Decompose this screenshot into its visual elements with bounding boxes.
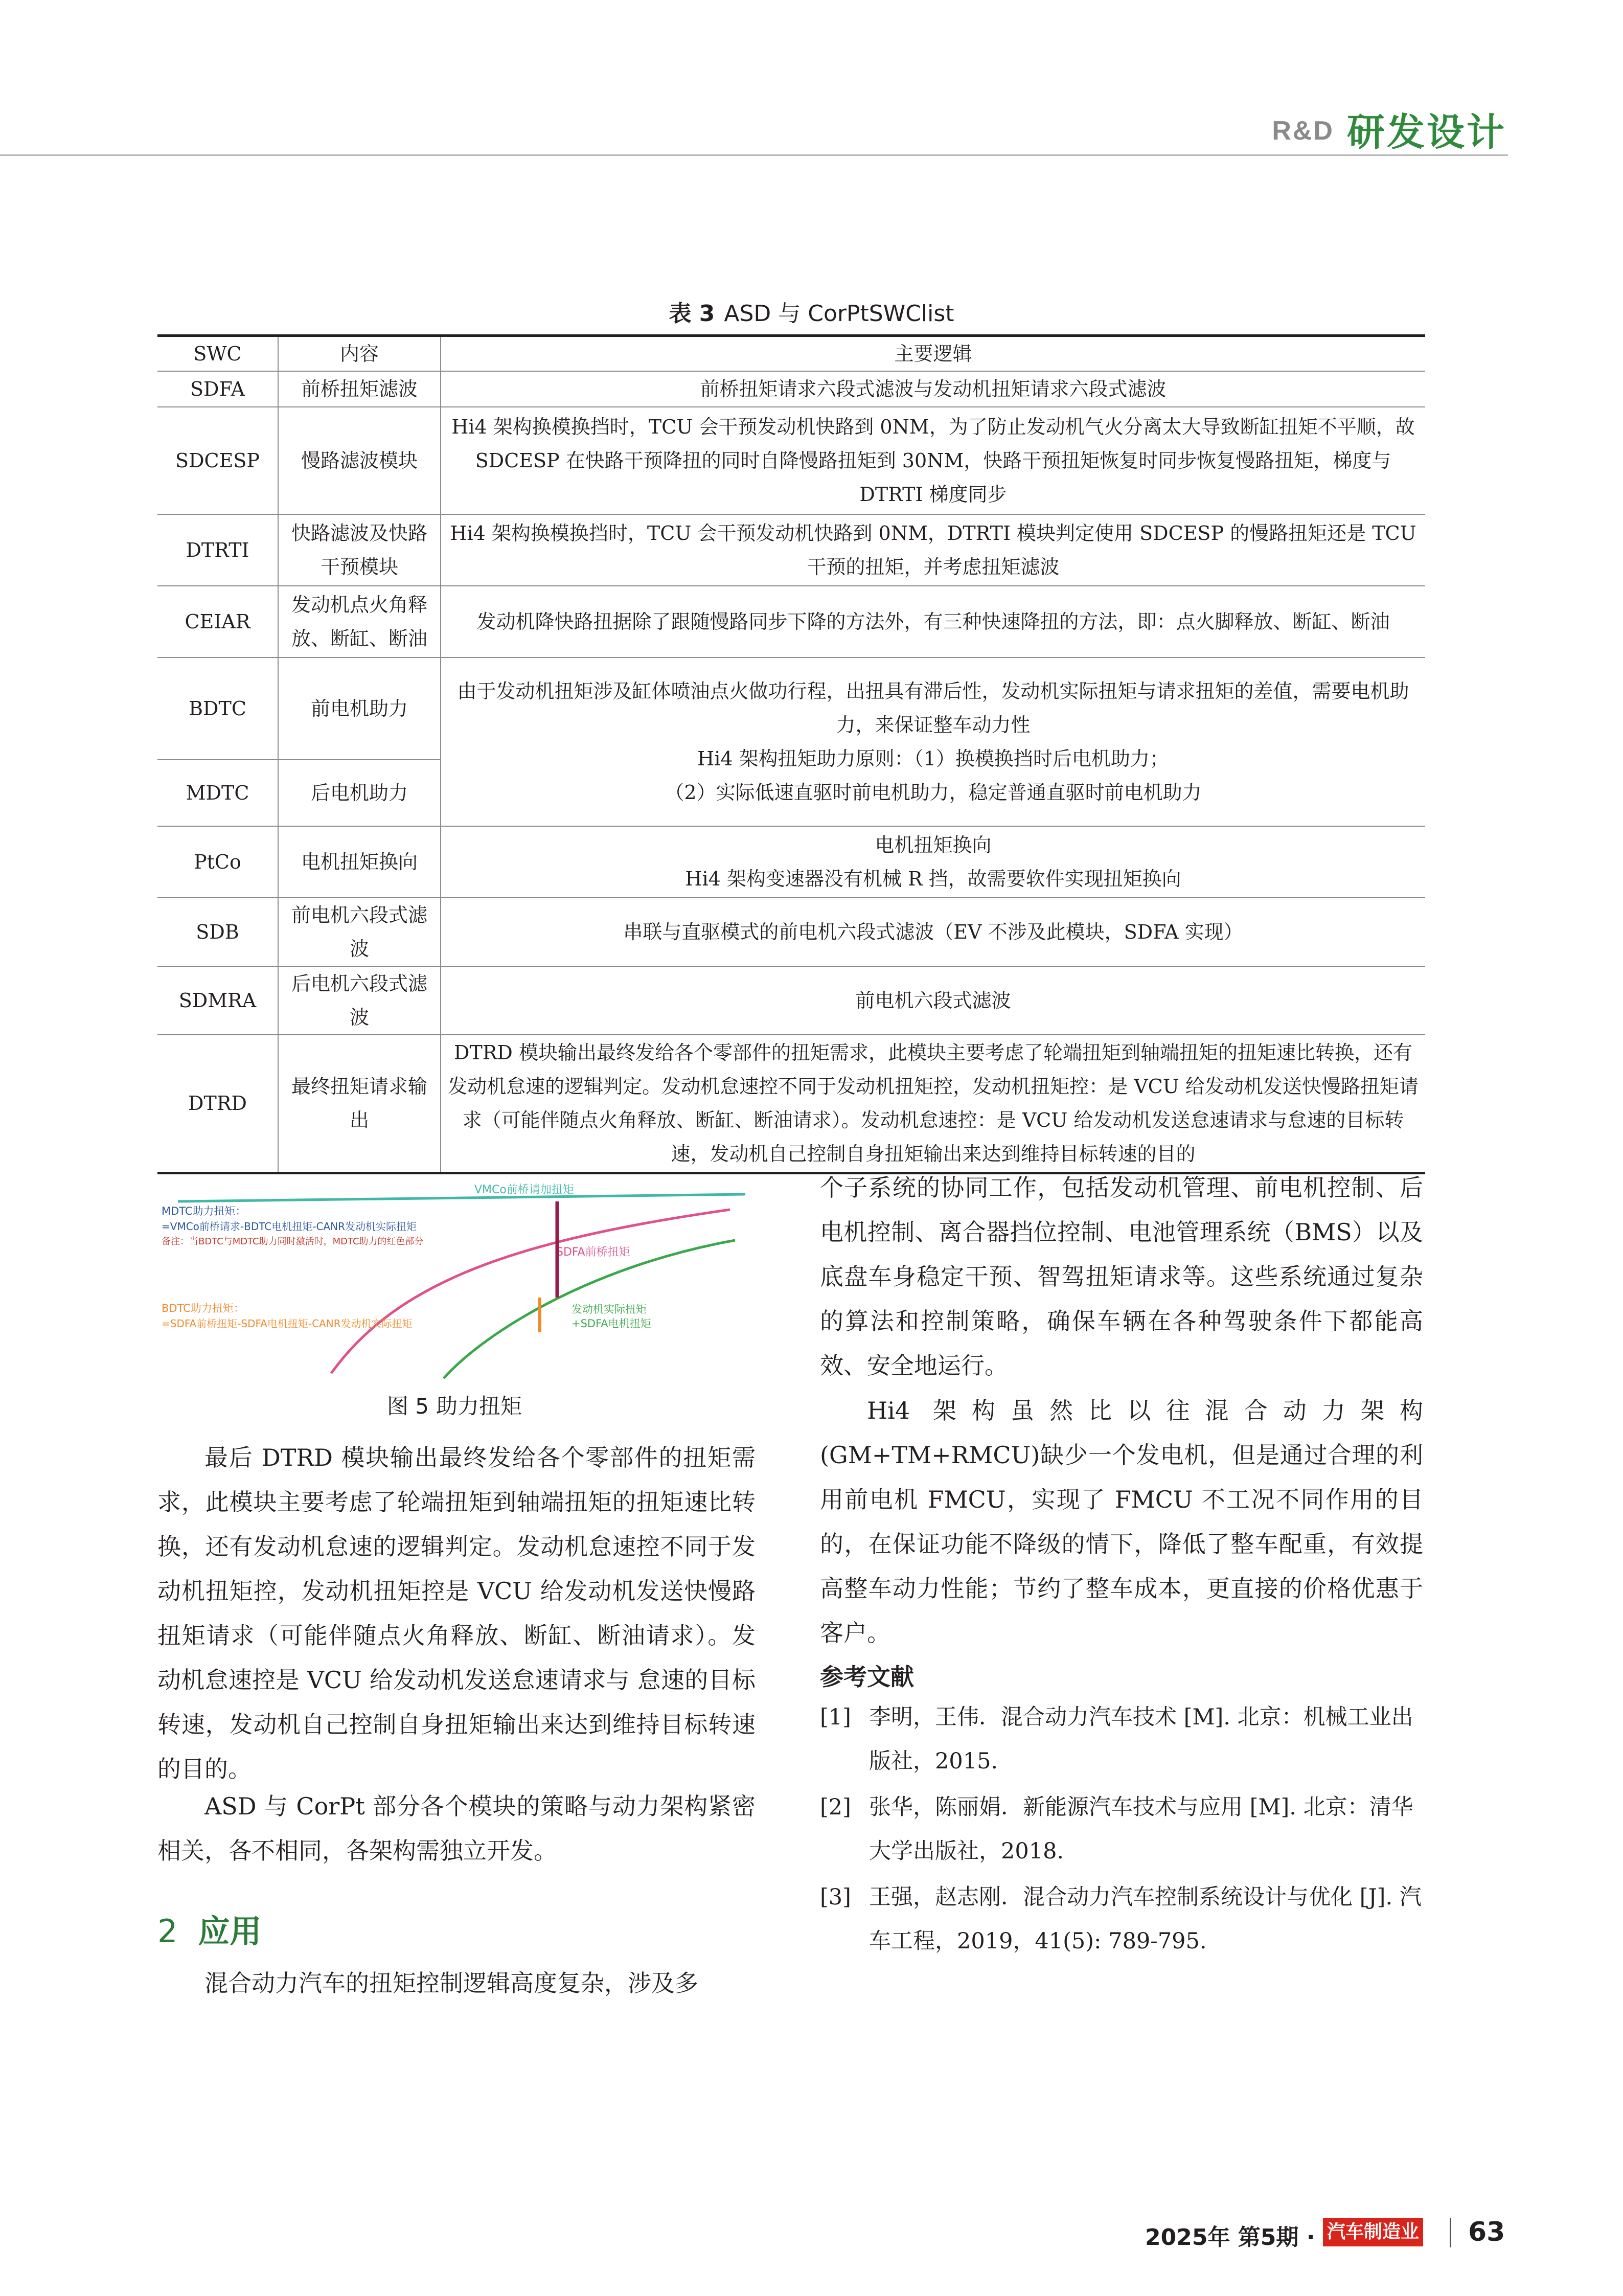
cell-logic-part: （2）实际低速直驱时前电机助力，稳定普通直驱时前电机助力 [665, 781, 1202, 804]
table-row [157, 898, 1425, 966]
sdfa-curve [331, 1210, 730, 1373]
table-header-row [157, 336, 1425, 372]
cell-logic-part: Hi4 架构扭矩助力原则：（1）换模换挡时后电机助力； [697, 747, 1169, 770]
page-footer [1145, 2217, 1513, 2254]
mdtc-label-title: MDTC助力扭矩： [162, 1205, 246, 1217]
table-row [157, 826, 1425, 898]
cell-logic: Hi4 架构换模换挡时，TCU 会干预发动机快路到 0NM，DTRTI 模块判定使用 SDCESP 的慢路扭矩还是 TCU 干预的扭矩，并考虑扭矩滤波 [441, 514, 1425, 586]
table-row [157, 514, 1425, 586]
table-caption-number: 表 3 [669, 301, 715, 327]
bdtc-label-title: BDTC助力扭矩： [162, 1302, 244, 1314]
figure-caption-title: 助力扭矩 [436, 1394, 522, 1419]
cell-logic-part: 由于发动机扭矩涉及缸体喷油点火做功行程，出扭具有滞后性，发动机实际扭矩与请求扭矩的差值，需要电机助力，来保证整车动力性 [457, 680, 1409, 736]
cell-content: 前电机助力 [278, 657, 441, 760]
cell-swc: SDCESP [157, 407, 278, 514]
cell-logic: Hi4 架构换模换挡时，TCU 会干预发动机快路到 0NM，为了防止发动机气火分离太大导致断缸扭矩不平顺，故 SDCESP 在快路干预降扭的同时自降慢路扭矩到 30NM，快路干预扭矩恢复时同步恢复慢路扭矩，梯度与 DTRTI 梯度同步 [441, 407, 1425, 514]
body-paragraph: 个子系统的协同工作，包括发动机管理、前电机控制、后电机控制、离合器挡位控制、电池管理系统（BMS）以及底盘车身稳定干预、智驾扭矩请求等。这些系统通过复杂的算法和控制策略，确保车辆在各种驾驶条件下都能高效、安全地运行。 [820, 1174, 1423, 1379]
section-number: 2 [157, 1913, 178, 1950]
engine-label-line1: 发动机实际扭矩 [572, 1303, 647, 1315]
cell-content: 后电机助力 [278, 760, 441, 826]
section-heading-title: 应用 [198, 1913, 262, 1950]
cell-logic-part: Hi4 架构变速器没有机械 R 挡，故需要软件实现扭矩换向 [685, 868, 1181, 890]
body-paragraph: Hi4 架构虽然比以往混合动力架构(GM+TM+RMCU)缺少一个发电机，但是通过合理的利用前电机 FMCU，实现了 FMCU 不工况不同作用的目的，在保证功能不降级的情下，降低了整车配重，有效提高整车动力性能；节约了整车成本，更直接的价格优惠于客户。 [820, 1397, 1423, 1647]
table-caption-title: ASD 与 CorPtSWClist [724, 301, 954, 327]
table-row [157, 371, 1425, 407]
cell-content: 前电机六段式滤波 [278, 898, 441, 966]
assist-torque-figure [157, 1179, 751, 1381]
reference-text: 李明，王伟．混合动力汽车技术 [M]. 北京：机械工业出版社，2015. [869, 1704, 1413, 1774]
col-header-content: 内容 [278, 336, 441, 372]
reference-item [820, 1875, 1423, 1963]
reference-number: [3] [820, 1884, 851, 1910]
cell-content: 后电机六段式滤波 [278, 966, 441, 1035]
cell-swc: SDMRA [157, 966, 278, 1035]
cell-swc: BDTC [157, 657, 278, 760]
cell-logic [441, 826, 1425, 898]
table-row [157, 657, 1425, 760]
cell-swc: SDFA [157, 371, 278, 407]
magazine-logo: 汽车制造业 [1323, 2218, 1423, 2246]
bdtc-label-formula: =SDFA前桥扭矩-SDFA电机扭矩-CANR发动机实际扭矩 [162, 1317, 413, 1330]
cell-swc: SDB [157, 898, 278, 966]
cell-swc: CEIAR [157, 586, 278, 657]
section-heading [157, 1906, 261, 1951]
footer-divider [1450, 2218, 1451, 2247]
cell-logic: 发动机降快路扭据除了跟随慢路同步下降的方法外，有三种快速降扭的方法，即：点火脚释放、断缸、断油 [441, 586, 1425, 657]
reference-item [820, 1785, 1423, 1873]
col-header-logic: 主要逻辑 [441, 336, 1425, 372]
figure-caption [157, 1390, 751, 1420]
page-number: 63 [1468, 2217, 1505, 2247]
vmco-curve [178, 1194, 745, 1201]
cell-logic-merged [441, 657, 1425, 826]
table-row [157, 966, 1425, 1035]
reference-number: [2] [820, 1794, 851, 1820]
body-paragraph: ASD 与 CorPt 部分各个模块的策略与动力架构紧密相关，各不相同，各架构需独立开发。 [157, 1792, 756, 1865]
figure-caption-number: 图 5 [386, 1394, 429, 1419]
cell-swc: MDTC [157, 760, 278, 826]
table-row [157, 1035, 1425, 1173]
cell-swc: DTRD [157, 1035, 278, 1173]
reference-item [820, 1695, 1423, 1783]
table-caption [0, 295, 1623, 328]
table-row [157, 407, 1425, 514]
cell-swc: PtCo [157, 826, 278, 898]
reference-text: 张华，陈丽娟．新能源汽车技术与应用 [M]. 北京：清华大学出版社，2018. [869, 1794, 1413, 1864]
reference-text: 王强，赵志刚．混合动力汽车控制系统设计与优化 [J]. 汽车工程，2019，41(5): 789-795. [869, 1884, 1422, 1954]
issue-label: 2025年 第5期 · [1145, 2224, 1315, 2250]
cell-content: 最终扭矩请求输出 [278, 1035, 441, 1173]
section-code: R&D [1272, 116, 1334, 146]
mdtc-label-note: 备注：当BDTC与MDTC助力同时激活时，MDTC助力的红色部分 [162, 1236, 424, 1247]
section-title: 研发设计 [1347, 110, 1506, 154]
cell-logic: DTRD 模块输出最终发给各个零部件的扭矩需求，此模块主要考虑了轮端扭矩到轴端扭矩的扭矩速比转换，还有发动机怠速的逻辑判定。发动机怠速控不同于发动机扭矩控，发动机扭矩控：是 VCU 给发动机发送快慢路扭矩请求（可能伴随点火角释放、断缸、断油请求）。发动机怠速控：是 VCU 给发动机发送怠速请求与怠速的目标转速，发动机自己控制自身扭矩输出来达到维持目标转速的目的 [441, 1035, 1425, 1173]
table-row [157, 586, 1425, 657]
sdfa-label: SDFA前桥扭矩 [556, 1246, 630, 1259]
header-rule [0, 154, 1508, 156]
cell-content: 前桥扭矩滤波 [278, 371, 441, 407]
cell-logic-part: 电机扭矩换向 [875, 834, 992, 856]
cell-content: 慢路滤波模块 [278, 407, 441, 514]
col-header-swc: SWC [157, 336, 278, 372]
body-paragraph: 混合动力汽车的扭矩控制逻辑高度复杂，涉及多 [204, 1969, 698, 1997]
cell-logic: 串联与直驱模式的前电机六段式滤波（EV 不涉及此模块，SDFA 实现） [441, 898, 1425, 966]
reference-number: [1] [820, 1704, 851, 1730]
cell-content: 电机扭矩换向 [278, 826, 441, 898]
swc-table [157, 334, 1425, 1174]
cell-content: 发动机点火角释放、断缸、断油 [278, 586, 441, 657]
references-heading: 参考文献 [820, 1663, 914, 1691]
vmco-label: VMCo前桥请加扭矩 [474, 1184, 574, 1196]
cell-logic: 前电机六段式滤波 [441, 966, 1425, 1035]
cell-content: 快路滤波及快路干预模块 [278, 514, 441, 586]
mdtc-label-formula: =VMCo前桥请求-BDTC电机扭矩-CANR发动机实际扭矩 [162, 1220, 417, 1233]
cell-logic: 前桥扭矩请求六段式滤波与发动机扭矩请求六段式滤波 [441, 371, 1425, 407]
body-paragraph: 最后 DTRD 模块输出最终发给各个零部件的扭矩需求，此模块主要考虑了轮端扭矩到轴端扭矩的扭矩速比转换，还有发动机怠速的逻辑判定。发动机怠速控不同于发动机扭矩控，发动机扭矩控是 VCU 给发动机发送快慢路扭矩请求（可能伴随点火角释放、断缸、断油请求）。发动机怠速控是 VCU 给发动机发送怠速请求与 怠速的目标转速，发动机自己控制自身扭矩输出来达到维持目标转速的目的。 [157, 1444, 756, 1783]
cell-swc: DTRTI [157, 514, 278, 586]
engine-label-line2: +SDFA电机扭矩 [572, 1317, 651, 1330]
